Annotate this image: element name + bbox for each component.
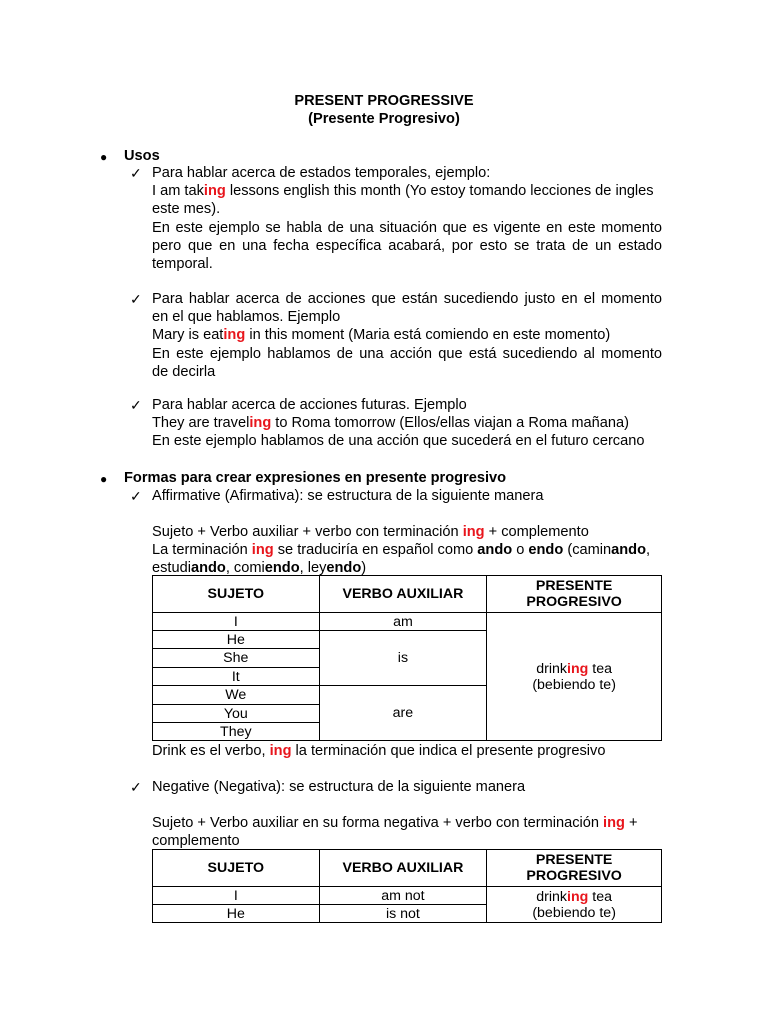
bullet-icon: ●	[100, 472, 108, 486]
subject-cell: We	[153, 686, 320, 705]
col-header-presente-progresivo: PRESENTE PROGRESIVO	[487, 850, 662, 887]
uso-example: I am taking lessons english this month (Yo estoy tomando lecciones de ingles	[152, 183, 654, 200]
uso-lead: Para hablar acerca de estados temporales, ejemplo:	[152, 165, 491, 181]
col-header-sujeto: SUJETO	[153, 576, 320, 613]
page-subtitle: (Presente Progresivo)	[308, 111, 460, 127]
uso-item-temporal: Para hablar acerca de estados temporales, ejemplo: I am taking lessons english this month (Yo estoy tomando lecciones de ingles este mes). En este ejemplo se habla de una situación que es vigente en este momento pero que en una fecha específica acabará, por esto se trata de un estado temporal.	[152, 165, 662, 272]
subject-cell: You	[153, 705, 320, 723]
section-heading-formas: Formas para crear expresiones en presente progresivo	[124, 470, 507, 486]
bullet-icon: ●	[100, 150, 108, 164]
subject-cell: They	[153, 723, 320, 741]
subject-cell: She	[153, 649, 320, 668]
aux-cell: am not	[319, 887, 487, 905]
checkmark-icon: ✓	[130, 165, 142, 181]
subject-cell: I	[153, 887, 320, 905]
uso-item-future: Para hablar acerca de acciones futuras. Ejemplo They are traveling to Roma tomorrow (Ellos/ellas viajan a Roma mañana) En este ejemplo hablamos de una acción que sucederá en el futuro cercano	[152, 396, 662, 451]
negative-table	[152, 849, 662, 923]
affirmative-translation: La terminación ing se traduciría en español como ando o endo (caminando,	[152, 542, 651, 559]
negative-label: Negative (Negativa): se estructura de la siguiente manera	[152, 779, 526, 795]
page-title: PRESENT PROGRESSIVE	[294, 93, 474, 109]
col-header-sujeto: SUJETO	[153, 850, 320, 887]
checkmark-icon: ✓	[130, 291, 142, 307]
affirmative-note: Drink es el verbo, ing la terminación que indica el presente progresivo	[152, 743, 606, 759]
col-header-verbo-auxiliar: VERBO AUXILIAR	[319, 850, 487, 887]
subject-cell: I	[153, 613, 320, 631]
col-header-verbo-auxiliar: VERBO AUXILIAR	[319, 576, 487, 613]
section-heading-usos: Usos	[124, 148, 160, 164]
uso-example: They are traveling to Roma tomorrow (Ellos/ellas viajan a Roma mañana)	[152, 415, 629, 432]
aux-cell: am	[319, 613, 487, 631]
uso-item-now: Para hablar acerca de acciones que están sucediendo justo en el momento en el que hablamos. Ejemplo Mary is eating in this moment (Maria está comiendo en este momento) En este ejemplo hablamos de una acción que está sucediendo al momento de decirla	[152, 291, 662, 380]
checkmark-icon: ✓	[130, 779, 142, 795]
uso-example: Mary is eating in this moment (Maria está comiendo en este momento)	[152, 327, 611, 344]
subject-cell: He	[153, 905, 320, 923]
affirmative-table	[152, 575, 662, 741]
verb-cell: drinking tea (bebiendo te)	[487, 887, 662, 923]
aux-cell: is	[319, 631, 487, 686]
affirmative-formula: Sujeto + Verbo auxiliar + verbo con terminación ing + complemento La terminación ing se traduciría en español como ando o endo (caminando, estudiando, comiendo, leyendo)	[152, 523, 662, 578]
aux-cell: is not	[319, 905, 487, 923]
aux-cell: are	[319, 686, 487, 741]
checkmark-icon: ✓	[130, 397, 142, 413]
verb-cell: drinking tea (bebiendo te)	[487, 613, 662, 741]
checkmark-icon: ✓	[130, 488, 142, 504]
affirmative-label: Affirmative (Afirmativa): se estructura de la siguiente manera	[152, 488, 544, 504]
negative-formula: Sujeto + Verbo auxiliar en su forma negativa + verbo con terminación ing + complemento	[152, 815, 638, 850]
subject-cell: It	[153, 668, 320, 686]
subject-cell: He	[153, 631, 320, 649]
col-header-presente-progresivo: PRESENTE PROGRESIVO	[487, 576, 662, 613]
